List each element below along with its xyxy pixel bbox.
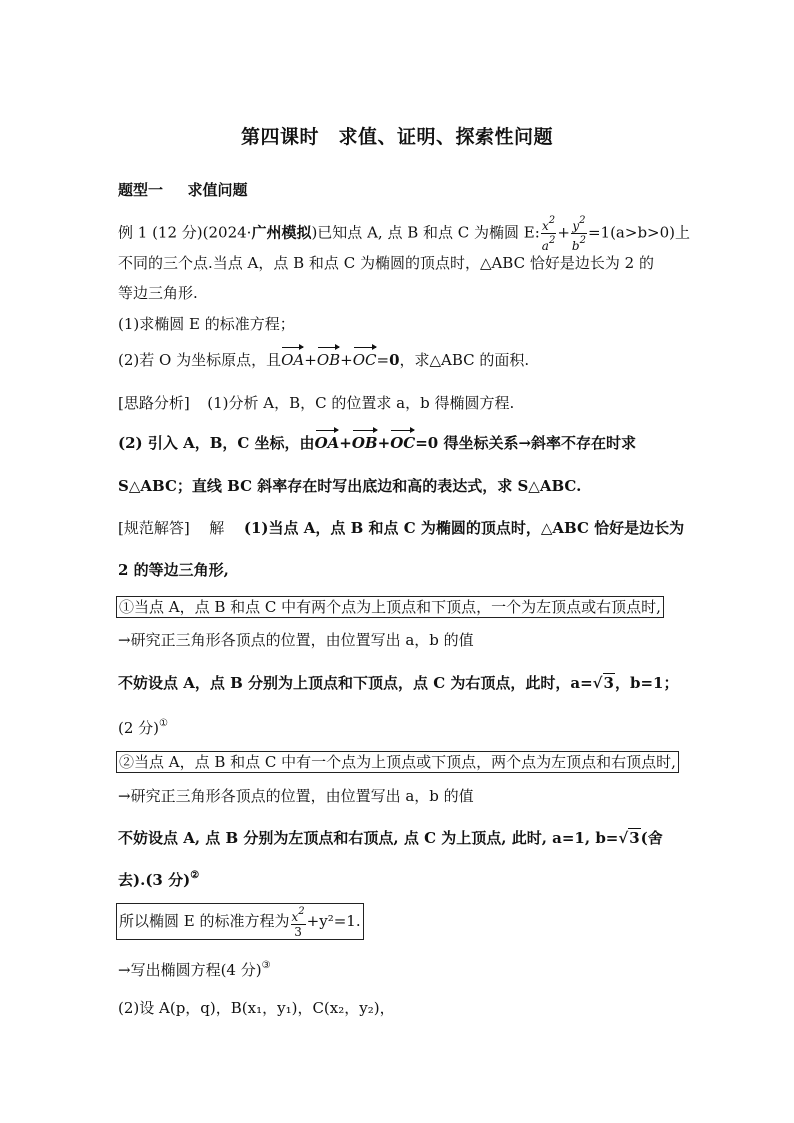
example-line-2: 不同的三个点.当点 A，点 B 和点 C 为椭圆的顶点时，△ABC 恰好是边长为 2 的 (118, 254, 654, 272)
analysis-tag: [思路分析] (118, 394, 190, 412)
analysis-line-2: (2) 引入 A，B，C 坐标，由OA+OB+OC=0 得坐标关系→斜率不存在时求 (118, 434, 637, 452)
solution-jie: 解 (209, 519, 225, 537)
question-2: (2)若 O 为坐标原点，且OA+OB+OC=0，求△ABC 的面积. (118, 351, 530, 369)
result-box: 所以椭圆 E 的标准方程为 $\frac{x^2}{3}$ +y²=1. (116, 903, 364, 940)
section-label: 题型一 (118, 181, 164, 199)
fraction-x2-3: $\frac{x^2}{3}$ (291, 906, 305, 939)
analysis-line-1: [思路分析] (1)分析 A，B，C 的位置求 a，b 得椭圆方程. (118, 394, 515, 412)
annotation-1: →研究正三角形各顶点的位置，由位置写出 a，b 的值 (118, 631, 474, 649)
example-line-1: 例 1 (12 分)(2024·广州模拟)已知点 A, 点 B 和点 C 为椭圆 E: $\frac{x^2}{a^2}$ + $\frac{y^2}{b^2}$ =1(a>b>0)上 (118, 215, 691, 253)
example-mid: )已知点 A, 点 B 和点 C 为椭圆 E: (311, 223, 540, 242)
fraction-x2-a2: $\frac{x^2}{a^2}$ (541, 215, 556, 253)
example-source: 广州模拟 (251, 223, 312, 242)
page-title: 第四课时 求值、证明、探索性问题 (240, 126, 553, 148)
annotation-3: →写出椭圆方程(4 分)③ (118, 960, 271, 979)
solution-line-5: 不妨设点 A, 点 B 分别为左顶点和右顶点, 点 C 为上顶点, 此时, a=1, b=√3(舍 (118, 829, 663, 847)
solution-line-2: 2 的等边三角形, (118, 561, 229, 579)
question-1: (1)求椭圆 E 的标准方程； (118, 315, 295, 333)
solution-line-7: (2)设 A(p，q)，B(x₁，y₁)，C(x₂，y₂)， (118, 999, 395, 1017)
section-heading (118, 180, 248, 200)
fraction-y2-b2: $\frac{y^2}{b^2}$ (571, 215, 586, 253)
solution-line-1: [规范解答] 解 (1)当点 A，点 B 和点 C 为椭圆的顶点时，△ABC 恰好是边长为 (118, 519, 685, 537)
solution-line-4: (2 分)① (118, 718, 168, 737)
analysis-line-3: S△ABC；直线 BC 斜率存在时写出底边和高的表达式，求 S△ABC. (118, 477, 582, 495)
example-ineq: =1(a>b>0)上 (587, 223, 691, 242)
annotation-2: →研究正三角形各顶点的位置，由位置写出 a，b 的值 (118, 787, 474, 805)
example-line-3: 等边三角形. (118, 284, 198, 302)
section-name: 求值问题 (187, 181, 248, 199)
solution-line-6: 去).(3 分)② (118, 870, 200, 889)
solution-line-3: 不妨设点 A，点 B 分别为上顶点和下顶点，点 C 为右顶点，此时，a=√3，b=1； (118, 674, 679, 692)
solution-tag: [规范解答] (118, 519, 190, 537)
case-box-2: ②当点 A，点 B 和点 C 中有一个点为上顶点或下顶点，两个点为左顶点和右顶点时, (116, 751, 679, 773)
example-head: 例 1 (12 分)(2024· (118, 223, 252, 242)
case-box-1: ①当点 A，点 B 和点 C 中有两个点为上顶点和下顶点，一个为左顶点或右顶点时, (116, 596, 664, 618)
